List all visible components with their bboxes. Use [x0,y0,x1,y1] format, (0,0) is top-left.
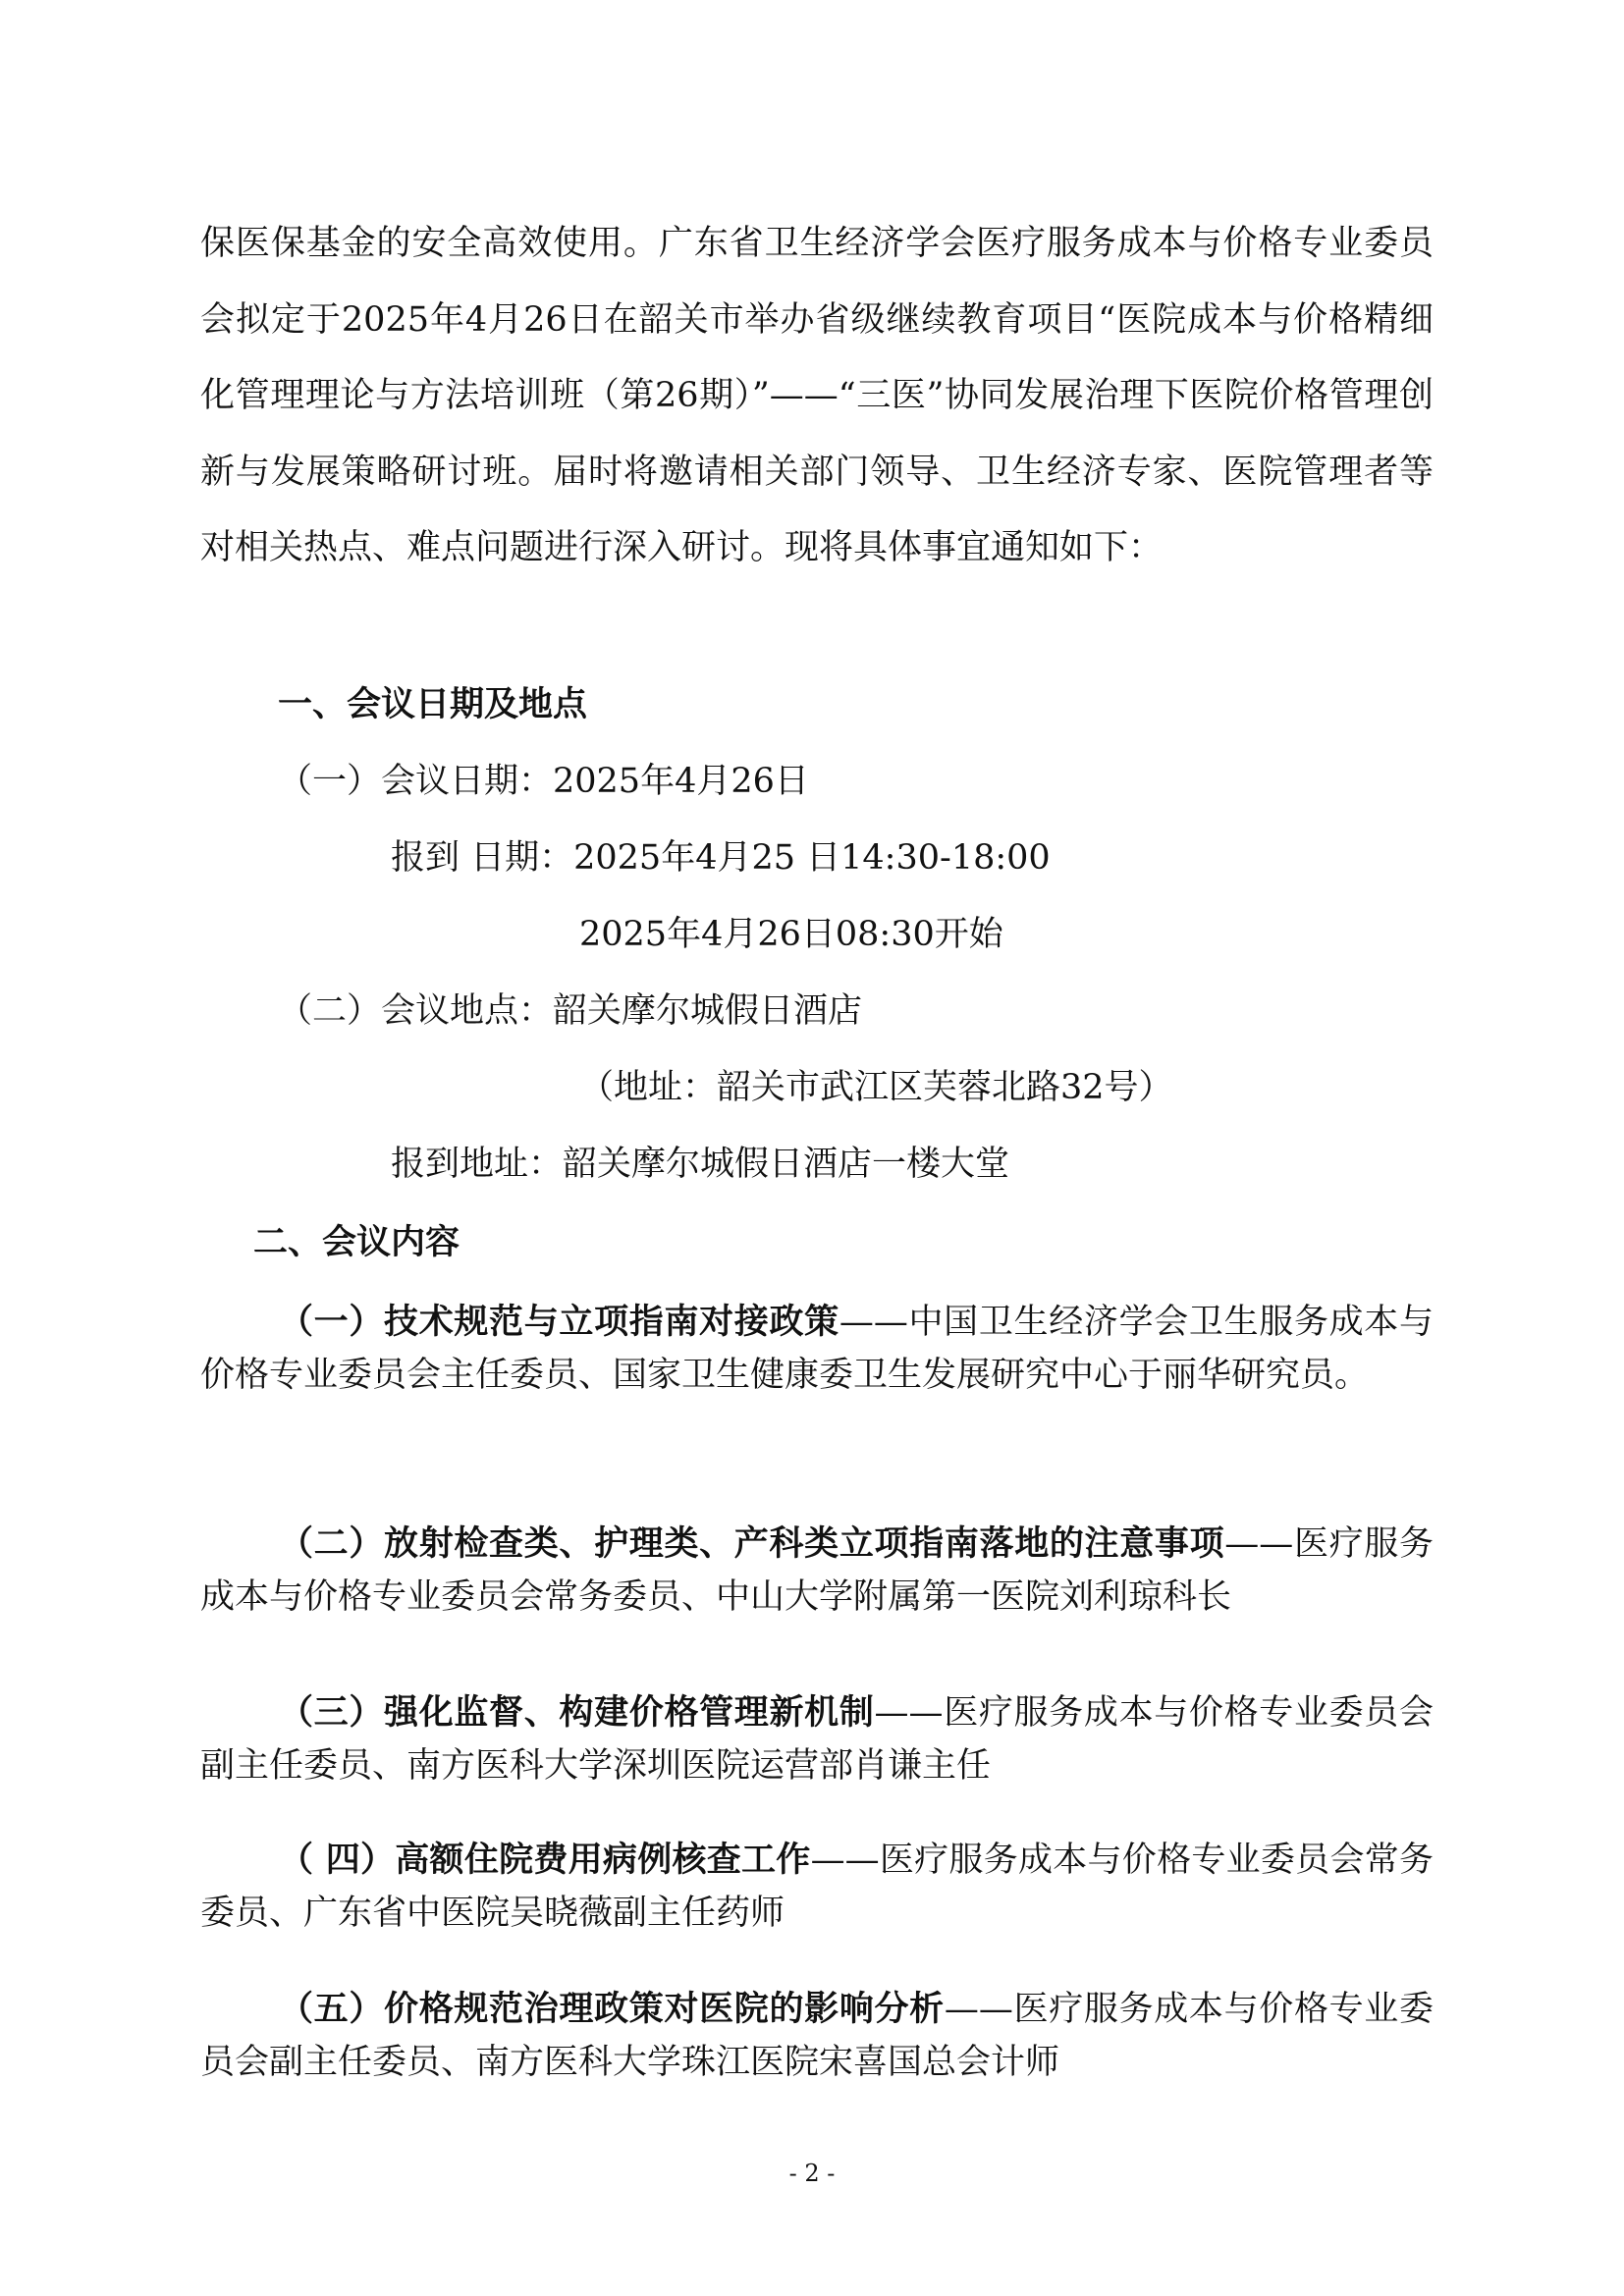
registration-date-line: 报到 日期：2025年4月25 日14:30-18:00 [391,838,1051,878]
agenda-item-2 [200,1518,1434,1624]
meeting-date-line: （一）会议日期：2025年4月26日 [278,762,809,801]
intro-paragraph: 保医保基金的安全高效使用。广东省卫生经济学会医疗服务成本与价格专业委员会拟定于2025年4月26日在韶关市举办省级继续教育项目“医院成本与价格精细化管理理论与方法培训班（第26期）”——“三医”协同发展治理下医院价格管理创新与发展策略研讨班。届时将邀请相关部门领导、卫生经济专家、医院管理者等对相关热点、难点问题进行深入研讨。现将具体事宜通知如下： [200,224,1434,567]
agenda-item-speaker: ——医疗服务成本与价格专业委员会副主任委员、南方医科大学深圳医院运营部肖谦主任 [200,1693,1434,1786]
agenda-item-3 [200,1686,1434,1792]
agenda-item-speaker: ——医疗服务成本与价格专业委员会常务委员、广东省中医院吴晓薇副主任药师 [200,1841,1434,1933]
registration-address-line: 报到地址：韶关摩尔城假日酒店一楼大堂 [391,1145,1010,1184]
registration-date-line-2: 2025年4月26日08:30开始 [579,915,1003,954]
section1-heading: 一、会议日期及地点 [278,685,588,724]
agenda-item-4 [200,1834,1434,1940]
meeting-venue-line: （二）会议地点：韶关摩尔城假日酒店 [278,991,863,1031]
page-number: - 2 - [788,2160,836,2187]
agenda-item-5 [200,1983,1434,2089]
agenda-item-title: （二）放射检查类、护理类、产科类立项指南落地的注意事项 [279,1524,1225,1564]
agenda-item-title: （一）技术规范与立项指南对接政策 [279,1303,839,1342]
agenda-item-1 [200,1296,1434,1402]
agenda-item-title: （五）价格规范治理政策对医院的影响分析 [279,1990,945,2029]
agenda-item-title: （ 四）高额住院费用病例核查工作 [279,1841,811,1880]
agenda-item-title: （三）强化监督、构建价格管理新机制 [279,1693,875,1733]
agenda-item-speaker: ——中国卫生经济学会卫生服务成本与价格专业委员会主任委员、国家卫生健康委卫生发展研究中心于丽华研究员。 [200,1303,1434,1395]
agenda-item-speaker: ——医疗服务成本与价格专业委员会副主任委员、南方医科大学珠江医院宋喜国总会计师 [200,1990,1434,2082]
section2-heading: 二、会议内容 [253,1223,460,1262]
venue-address-line: （地址：韶关市武江区芙蓉北路32号） [579,1068,1173,1107]
agenda-item-speaker: ——医疗服务成本与价格专业委员会常务委员、中山大学附属第一医院刘利琼科长 [200,1524,1434,1617]
